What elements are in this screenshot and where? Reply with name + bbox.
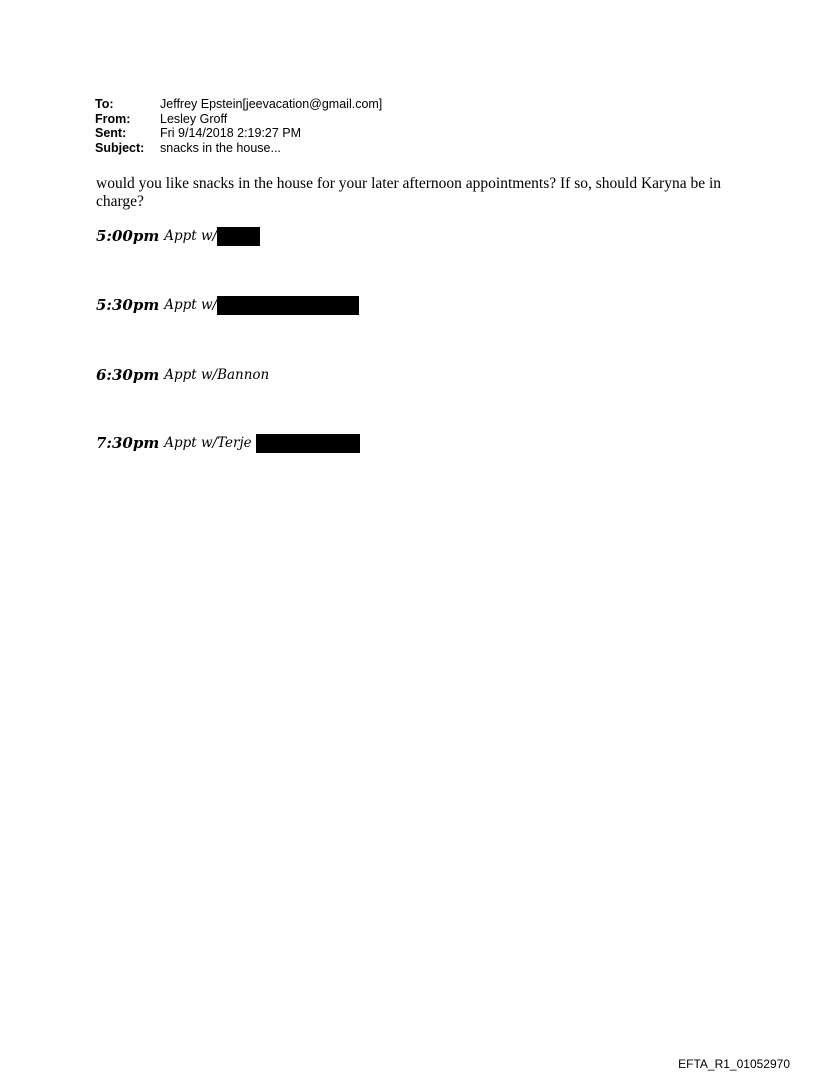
to-label: To: (95, 97, 114, 111)
from-label: From: (95, 111, 131, 126)
appointment-time: 5:30pm (96, 296, 160, 314)
appointment-item (96, 295, 359, 315)
redaction-block (217, 296, 359, 315)
appointment-text: Appt w/ (164, 228, 218, 244)
appointment-time: 5:00pm (96, 227, 160, 245)
sent-label: Sent: (95, 126, 127, 140)
appointment-time: 7:30pm (96, 434, 160, 452)
email-body: would you like snacks in the house for your later afternoon appointments? If so, should Karyna be in charge? (96, 175, 722, 210)
redaction-block (256, 434, 360, 453)
to-value: Jeffrey Epstein[jeevacation@gmail.com] (160, 97, 383, 111)
sent-value: Fri 9/14/2018 2:19:27 PM (160, 126, 302, 140)
email-header (95, 97, 382, 155)
appointment-time: 6:30pm (96, 366, 160, 384)
subject-label: Subject: (95, 140, 145, 155)
from-row (95, 112, 382, 127)
appointment-item (96, 365, 269, 385)
subject-row (95, 141, 382, 156)
appointment-text: Appt w/ (164, 297, 218, 313)
from-value: Lesley Groff (160, 111, 228, 126)
appointment-text: Appt w/Bannon (164, 367, 270, 383)
sent-row (95, 126, 382, 141)
to-row (95, 97, 382, 112)
appointment-item (96, 226, 260, 246)
appointment-text: Appt w/Terje (164, 435, 252, 451)
redaction-block (217, 227, 260, 246)
subject-value: snacks in the house... (160, 140, 281, 155)
appointment-item (96, 433, 360, 453)
bates-number: EFTA_R1_01052970 (678, 1057, 790, 1071)
